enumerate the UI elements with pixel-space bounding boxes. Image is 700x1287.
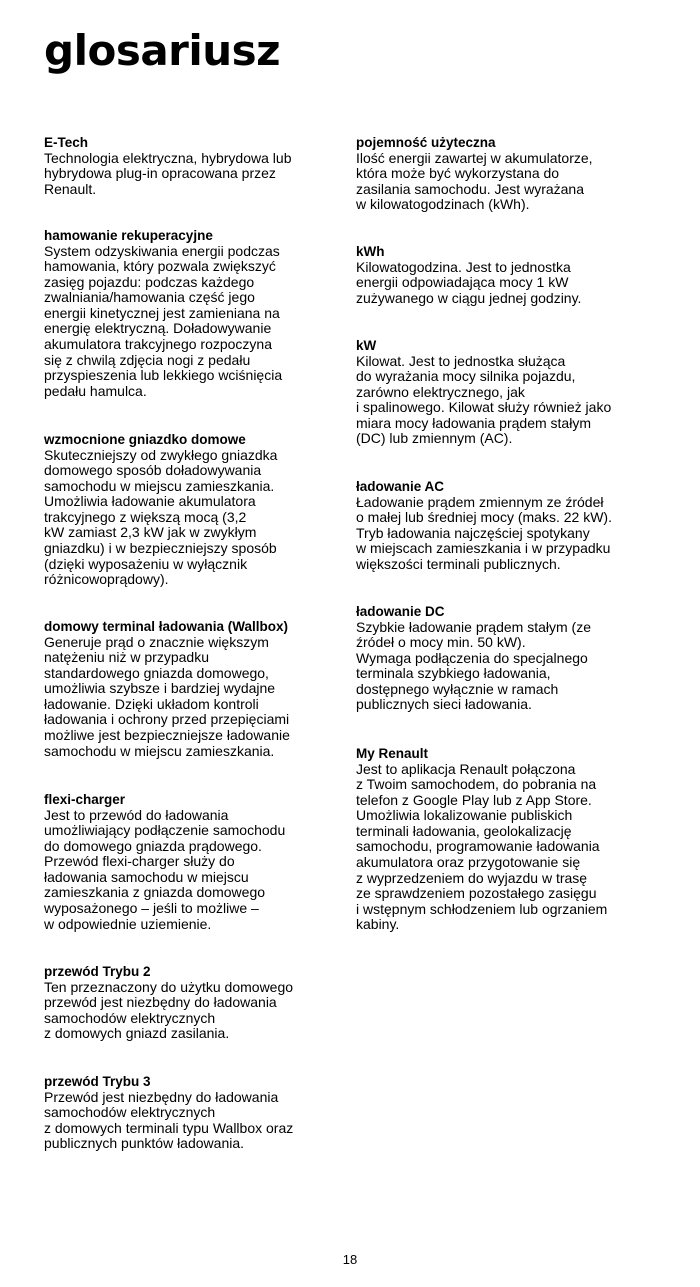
glossary-term: kW (356, 338, 377, 353)
glossary-definition: Technologia elektryczna, hybrydowa lub hybrydowa plug-in opracowana przez Renault. (44, 149, 292, 197)
glossary-term: przewód Trybu 3 (44, 1074, 151, 1089)
glossary-entry-ladowanie-ac (356, 479, 656, 572)
glossary-entry-hamowanie-rekuperacyjne (44, 228, 344, 399)
glossary-entry-flexi-charger (44, 792, 344, 932)
glossary-term: ładowanie DC (356, 604, 445, 619)
glossary-definition: Ilość energii zawartej w akumulatorze, która może być wykorzystana do zasilania samochodu. Jest wyrażana w kilowatogodzinach (kWh). (356, 149, 593, 213)
glossary-definition: Szybkie ładowanie prądem stałym (ze źródeł o mocy min. 50 kW). Wymaga podłączenia do specjalnego terminala szybkiego ładowania, dostępnego wyłącznie w ramach publicznych sieci ładowania. (356, 618, 591, 713)
glossary-entry-wzmocnione-gniazdko (44, 432, 344, 588)
glossary-entry-kw (356, 338, 656, 447)
glossary-term: flexi-charger (44, 792, 126, 807)
glossary-entry-pojemnosc-uzyteczna (356, 135, 656, 213)
glossary-term: My Renault (356, 746, 429, 761)
glossary-entry-ladowanie-dc (356, 604, 656, 713)
glossary-definition: Kilowatogodzina. Jest to jednostka energii odpowiadająca mocy 1 kW zużywanego w ciągu jednej godziny. (356, 258, 582, 306)
glossary-entry-kwh (356, 244, 656, 306)
page-number: 18 (342, 1252, 358, 1267)
glossary-entry-my-renault (356, 746, 656, 933)
glossary-entry-wallbox (44, 619, 344, 759)
glossary-term: domowy terminal ładowania (Wallbox) (44, 619, 289, 634)
glossary-definition: Jest to przewód do ładowania umożliwiający podłączenie samochodu do domowego gniazda prądowego. Przewód flexi-charger służy do ładowania samochodu w miejscu zamieszkania z gniazda domowego wyposażonego – jeśli to możliwe – w odpowiednie uziemienie. (44, 806, 286, 932)
glossary-term: przewód Trybu 2 (44, 964, 151, 979)
glossary-definition: Ładowanie prądem zmiennym ze źródeł o małej lub średniej mocy (maks. 22 kW). Tryb ładowania najczęściej spotykany w miejscach zamieszkania i w przypadku większości terminali publicznych. (356, 493, 612, 572)
glossary-entry-przewod-trybu-3 (44, 1074, 344, 1152)
glossary-entry-przewod-trybu-2 (44, 964, 344, 1042)
glossary-term: E-Tech (44, 135, 89, 150)
glossary-term: pojemność użyteczna (356, 135, 496, 150)
glossary-definition: Przewód jest niezbędny do ładowania samochodów elektrycznych z domowych terminali typu Wallbox oraz publicznych punktów ładowania. (44, 1088, 294, 1152)
page-title: glosariusz (44, 26, 281, 75)
glossary-term: ładowanie AC (356, 479, 445, 494)
glossary-definition: Kilowat. Jest to jednostka służąca do wyrażania mocy silnika pojazdu, zarówno elektrycznego, jak i spalinowego. Kilowat służy również jako miara mocy ładowania prądem stałym (DC) lub zmiennym (AC). (356, 352, 612, 447)
glossary-term: wzmocnione gniazdko domowe (44, 432, 246, 447)
glossary-definition: Skuteczniejszy od zwykłego gniazdka domowego sposób doładowywania samochodu w miejscu zamieszkania. Umożliwia ładowanie akumulatora trakcyjnego z większą mocą (3,2 kW zamiast 2,3 kW jak w zwykłym gniazdku) i w bezpieczniejszy sposób (dzięki wyposażeniu w wyłącznik różnicowoprądowy). (44, 446, 278, 588)
glossary-entry-e-tech (44, 135, 344, 197)
glossary-definition: Generuje prąd o znacznie większym natężeniu niż w przypadku standardowego gniazda domowego, umożliwia szybsze i bardziej wydajne ładowanie. Dzięki układom kontroli ładowania i ochrony przed przepięciami możliwe jest bezpieczniejsze ładowanie samochodu w miejscu zamieszkania. (44, 633, 290, 759)
glossary-definition: Ten przeznaczony do użytku domowego przewód jest niezbędny do ładowania samochodów elektrycznych z domowych gniazd zasilania. (44, 978, 294, 1042)
glossary-definition: System odzyskiwania energii podczas hamowania, który pozwala zwiększyć zasięg pojazdu: podczas każdego zwalniania/hamowania część jego energii kinetycznej jest zamieniana na energię elektryczną. Doładowywanie akumulatora trakcyjnego rozpoczyna się z chwilą zdjęcia nogi z pedału przyspieszenia lub lekkiego wciśnięcia pedału hamulca. (44, 242, 283, 399)
glossary-term: hamowanie rekuperacyjne (44, 228, 213, 243)
glossary-definition: Jest to aplikacja Renault połączona z Twoim samochodem, do pobrania na telefon z Google Play lub z App Store. Umożliwia lokalizowanie publiskich terminali ładowania, geolokalizację samochodu, programowanie ładowania akumulatora oraz przygotowanie się z wyprzedzeniem do wyjazdu w trasę ze sprawdzeniem pozostałego zasięgu i wstępnym schłodzeniem lub ogrzaniem kabiny. (356, 760, 608, 933)
glossary-term: kWh (356, 244, 385, 259)
